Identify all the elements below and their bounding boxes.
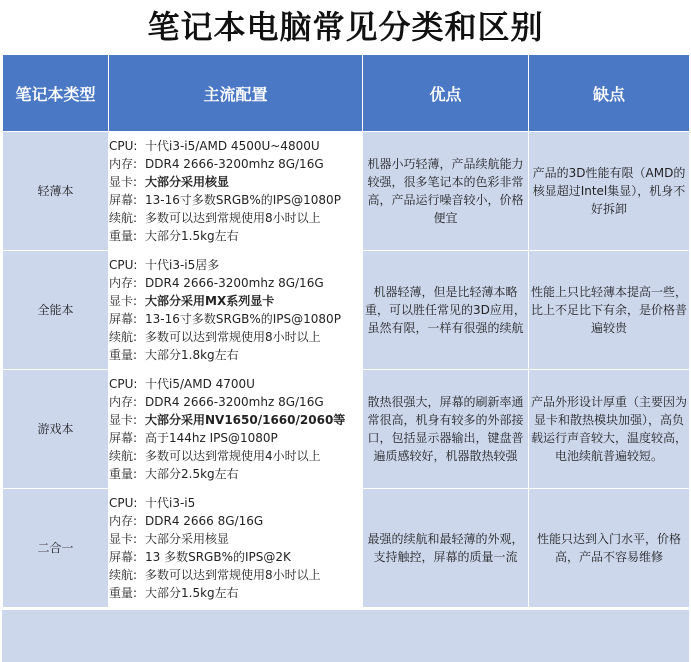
config-value: 十代i3-i5/AMD 4500U~4800U xyxy=(145,139,320,153)
header-type: 笔记本类型 xyxy=(3,55,109,132)
config-line xyxy=(109,429,362,447)
config-key: 重量: xyxy=(109,229,138,243)
page-title: 笔记本电脑常见分类和区别 xyxy=(147,8,544,46)
config-line xyxy=(109,375,362,393)
config-key: 续航: xyxy=(109,330,138,344)
config-line xyxy=(109,530,362,548)
config-line xyxy=(109,393,362,411)
config-key: CPU: xyxy=(109,258,138,272)
header-row xyxy=(3,55,690,132)
config-key: 屏幕: xyxy=(109,550,138,564)
config-key: 显卡: xyxy=(109,175,138,189)
config-line xyxy=(109,310,362,328)
config-value: 大部分采用MX系列显卡 xyxy=(145,294,275,308)
config-value: DDR4 2666 8G/16G xyxy=(145,514,264,528)
config-key: 续航: xyxy=(109,449,138,463)
config-line xyxy=(109,566,362,584)
config-value: 十代i5/AMD 4700U xyxy=(145,377,255,391)
config-key: CPU: xyxy=(109,496,138,510)
header-config: 主流配置 xyxy=(109,55,363,132)
laptop-type-cell: 全能本 xyxy=(3,251,109,370)
config-key: 屏幕: xyxy=(109,312,138,326)
config-value: 多数可以达到常规使用8小时以上 xyxy=(145,568,321,582)
config-value: 大部分采用核显 xyxy=(145,175,230,189)
config-key: 显卡: xyxy=(109,413,138,427)
config-value: 十代i3-i5居多 xyxy=(145,258,220,272)
config-key: 显卡: xyxy=(109,294,138,308)
config-line xyxy=(109,346,362,364)
config-line xyxy=(109,155,362,173)
config-key: 内存: xyxy=(109,514,138,528)
cons-cell: 性能上只比轻薄本提高一些，比上不足比下有余，是价格普遍较贵 xyxy=(529,251,690,370)
comparison-table xyxy=(2,54,690,608)
config-key: 内存: xyxy=(109,157,138,171)
config-value: 13 多数SRGB%的IPS@2K xyxy=(145,550,291,564)
config-value: 多数可以达到常规使用4小时以上 xyxy=(145,449,321,463)
pros-cell: 机器轻薄，但是比轻薄本略重，可以胜任常见的3D应用，虽然有限，一样有很强的续航 xyxy=(363,251,529,370)
config-value: 13-16寸多数SRGB%的IPS@1080P xyxy=(145,193,341,207)
header-cons: 缺点 xyxy=(529,55,690,132)
config-key: 重量: xyxy=(109,586,138,600)
config-key: 续航: xyxy=(109,211,138,225)
config-line xyxy=(109,137,362,155)
config-value: 13-16寸多数SRGB%的IPS@1080P xyxy=(145,312,341,326)
config-key: 屏幕: xyxy=(109,193,138,207)
config-key: CPU: xyxy=(109,377,138,391)
config-value: 大部分1.5kg左右 xyxy=(145,586,239,600)
config-key: 显卡: xyxy=(109,532,138,546)
config-value: DDR4 2666-3200mhz 8G/16G xyxy=(145,395,324,409)
config-key: 续航: xyxy=(109,568,138,582)
config-line xyxy=(109,548,362,566)
header-pros: 优点 xyxy=(363,55,529,132)
config-key: CPU: xyxy=(109,139,138,153)
config-value: DDR4 2666-3200mhz 8G/16G xyxy=(145,276,324,290)
config-line xyxy=(109,512,362,530)
pros-cell: 散热很强大，屏幕的刷新率通常很高，机身有较多的外部接口，包括显示器输出，键盘普遍质感较好，机器散热较强 xyxy=(363,370,529,489)
config-key: 屏幕: xyxy=(109,431,138,445)
config-line xyxy=(109,292,362,310)
cons-cell: 性能只达到入门水平，价格高，产品不容易维修 xyxy=(529,489,690,608)
config-value: 大部分1.5kg左右 xyxy=(145,229,239,243)
config-key: 重量: xyxy=(109,467,138,481)
config-line xyxy=(109,411,362,429)
pros-cell: 机器小巧轻薄，产品续航能力较强，很多笔记本的色彩非常高，产品运行噪音较小，价格便宜 xyxy=(363,132,529,251)
config-cell xyxy=(109,251,363,370)
config-line xyxy=(109,584,362,602)
laptop-type-cell: 二合一 xyxy=(3,489,109,608)
config-value: 大部分2.5kg左右 xyxy=(145,467,239,481)
bottom-band xyxy=(2,610,689,662)
config-cell xyxy=(109,489,363,608)
cons-cell: 产品外形设计厚重（主要因为显卡和散热模块加强），高负载运行声音较大，温度较高，电池续航普遍较短。 xyxy=(529,370,690,489)
config-line xyxy=(109,274,362,292)
config-line xyxy=(109,191,362,209)
config-value: 多数可以达到常规使用8小时以上 xyxy=(145,330,321,344)
config-key: 内存: xyxy=(109,395,138,409)
laptop-type-cell: 游戏本 xyxy=(3,370,109,489)
config-cell xyxy=(109,132,363,251)
config-value: 十代i3-i5 xyxy=(145,496,196,510)
config-value: DDR4 2666-3200mhz 8G/16G xyxy=(145,157,324,171)
table-row xyxy=(3,370,690,489)
config-value: 多数可以达到常规使用8小时以上 xyxy=(145,211,321,225)
config-key: 内存: xyxy=(109,276,138,290)
config-line xyxy=(109,227,362,245)
laptop-type-cell: 轻薄本 xyxy=(3,132,109,251)
config-value: 大部分采用NV1650/1660/2060等 xyxy=(145,413,346,427)
cons-cell: 产品的3D性能有限（AMD的核显超过Intel集显），机身不好拆卸 xyxy=(529,132,690,251)
table-row xyxy=(3,489,690,608)
config-value: 大部分1.8kg左右 xyxy=(145,348,239,362)
config-line xyxy=(109,494,362,512)
config-line xyxy=(109,209,362,227)
config-line xyxy=(109,328,362,346)
config-line xyxy=(109,465,362,483)
table-row xyxy=(3,132,690,251)
config-line xyxy=(109,447,362,465)
table-row xyxy=(3,251,690,370)
pros-cell: 最强的续航和最轻薄的外观，支持触控，屏幕的质量一流 xyxy=(363,489,529,608)
config-value: 大部分采用核显 xyxy=(145,532,230,546)
config-line xyxy=(109,256,362,274)
config-value: 高于144hz IPS@1080P xyxy=(145,431,278,445)
config-line xyxy=(109,173,362,191)
config-key: 重量: xyxy=(109,348,138,362)
config-cell xyxy=(109,370,363,489)
